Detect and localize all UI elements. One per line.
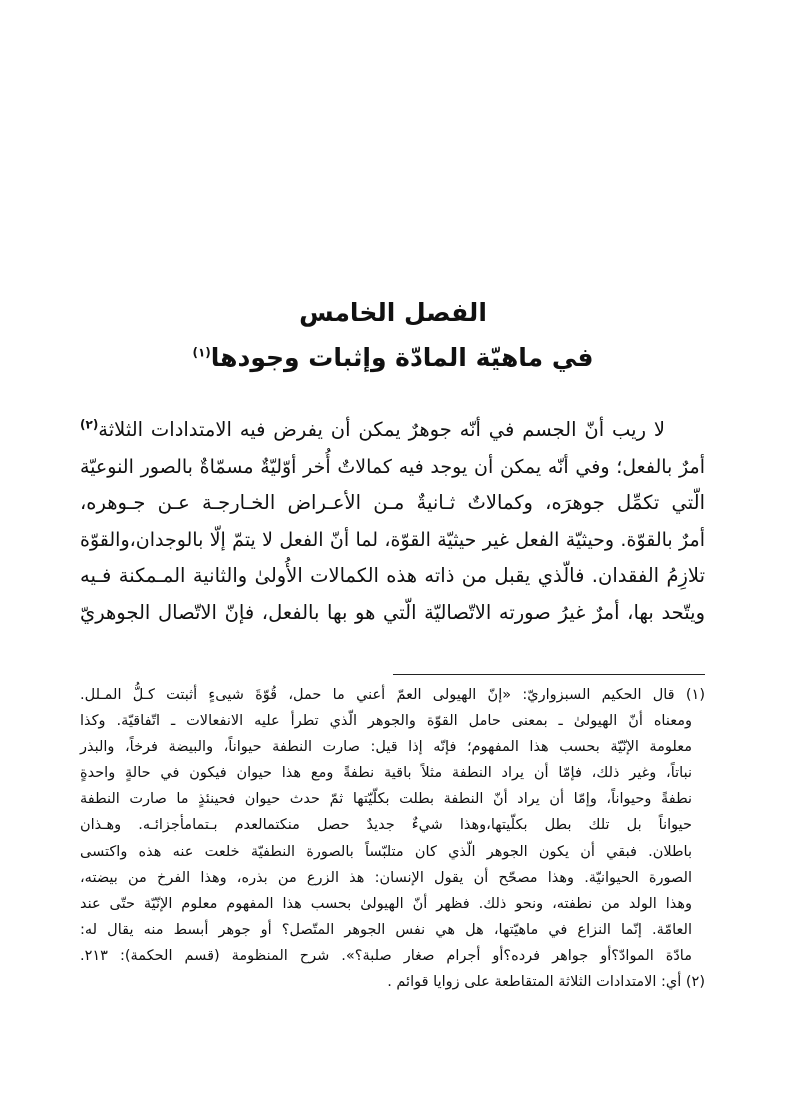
footnote-line: وهذا الولد من نطفته، ونحو ذلك. فظهر أنّ الهيولىٰ بحسب هذا المفهوم معلوم الإنّيّة حتّى عند	[80, 895, 692, 912]
footnote-1	[80, 682, 705, 969]
footnote-line: معلومة الإنّيّة بحسب هذا المفهوم؛ فإنّه إذا قيل: صارت النطفة حيواناً، والبيضة فرخاً، والبذر	[80, 739, 692, 756]
footnote-line: مادّة الموادّ؟أو جواهر فرده؟أو أجرام صغار صلبة؟». شرح المنظومة (قسم الحكمة): ٢١٣.	[80, 947, 692, 964]
body-line: أمرٌ بالفعل؛ وفي أنّه يمكن أن يوجد فيه كمالاتٌ أُخر أوّليّةٌ مسمّاةٌ بالصور النوعيّة	[80, 455, 705, 478]
body-line: أمرٌ بالقوّة. وحيثيّة الفعل غير حيثيّة القوّة، لما أنّ الفعل لا يتمّ إلّا بالوجدان،والقوّة	[80, 528, 705, 551]
body-paragraph	[80, 412, 705, 632]
footnotes-section	[80, 682, 705, 995]
footnote-ref-1[interactable]: (١)	[192, 345, 211, 360]
chapter-title	[0, 336, 786, 380]
footnote-line: نطفةً وحيواناً، وإمّا أن يراد أنّ النطفة بطلت بكلّيّتها ثمّ حدث حيوان فحينئذٍ ما صارت النطفة	[80, 791, 692, 808]
footnote-line: باطلان. فبقي أن يكون الجوهر الّذي كان متلبّساً بالصورة النطفيّة خلعت عنه هذه واكتسى	[80, 843, 692, 860]
chapter-number-heading: الفصل الخامس	[299, 298, 487, 327]
footnote-line: حيواناً بل تلك بطل بكلّيتها،وهذا شيءٌ جديدٌ حصل منكتمالعدم بـتمامأجزائـه. وهـذان	[80, 817, 692, 834]
footnote-2	[80, 969, 705, 995]
body-line: تلازِمُ الفقدان. فالّذي يقبل من ذاته هذه الكمالات الأُولىٰ والثانية المـمكنة فـيه	[80, 564, 705, 588]
footnote-line: العامّة. إنّما النزاع في ماهيّتها، هل هي نفس الجوهر المتّصل؟ أو جوهر أبسط منه يقال له:	[80, 921, 692, 938]
chapter-title-text: في ماهيّة المادّة وإثبات وجودها	[210, 343, 594, 372]
footnote-line: نباتاً، وغير ذلك، فإمّا أن يراد النطفة مثلاً باقية نطفةً ومع هذا حيوان فيكون في حالةٍ واحدةٍ	[80, 765, 692, 782]
body-line: الّتي تكمِّل جوهرَه، وكمالاتٌ ثـانيةٌ مـن الأعـراض الخـارجـة عـن جـوهره،	[80, 491, 705, 515]
footnote-line: الصورة الحيوانيّة. وهذا مصحّح أن يقول الإنسان: هذ الزرع من بذره، وهذا الفرخ من بيضته،	[80, 869, 692, 886]
footnote-separator	[393, 674, 705, 675]
footnote-ref-2[interactable]: (٢)	[80, 417, 99, 432]
footnote-line: ومعناه أنّ الهيولىٰ ـ بمعنى حامل القوّة والجوهر الّذي تطرأ عليه الانفعالات ـ اتّفاقيّة. وكذا	[80, 713, 692, 730]
footnote-line: (٢) أي: الامتدادات الثلاثة المتقاطعة على زوايا قوائم .	[387, 974, 705, 991]
footnote-line: (١) قال الحكيم السبزواريّ: «إنّ الهيولى العمّ أعني ما حمل، قُوّةَ شيىءٍ أثبتت كـلُّ المـلل.	[80, 687, 705, 703]
body-line	[80, 412, 705, 449]
body-line-text: لا ريب أنّ الجسم في أنّه جوهرٌ يمكن أن يفرض فيه الامتدادات الثلاثة	[98, 418, 665, 441]
body-line: ويتّحد بها، أمرٌ غيرُ صورته الاتّصاليّة الّتي هو بها بالفعل، فإنّ الاتّصال الجوهريّ	[80, 600, 705, 624]
